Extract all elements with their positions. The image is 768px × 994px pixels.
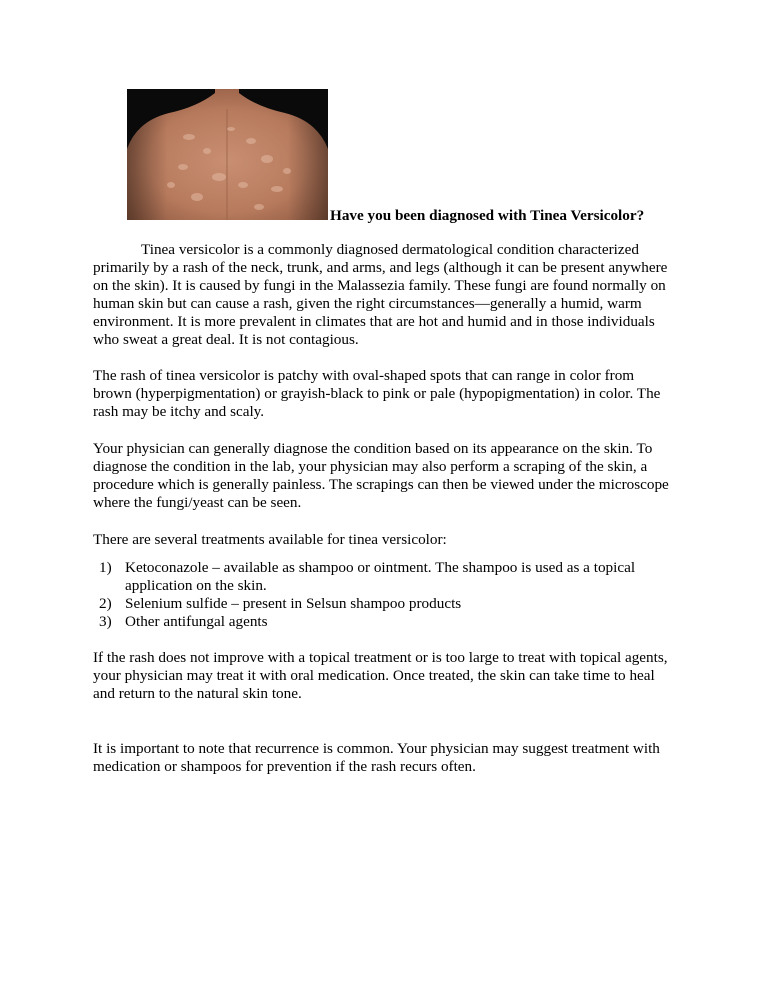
list-item-text: Other antifungal agents bbox=[125, 613, 268, 630]
list-item-text: Selenium sulfide – present in Selsun shampoo products bbox=[125, 595, 462, 612]
page-title: Have you been diagnosed with Tinea Versicolor? bbox=[330, 207, 645, 224]
paragraph-diagnosis: Your physician can generally diagnose the condition based on its appearance on the skin. To diagnose the condition in the lab, your physician may also perform a scraping of the skin, a procedure which is generally painless. The scrapings can then be viewed under the microscope where the fungi/yeast can be seen. bbox=[93, 440, 669, 511]
list-item bbox=[99, 595, 659, 613]
list-item-number: 3) bbox=[99, 613, 112, 630]
list-item-number: 1) bbox=[99, 559, 112, 576]
list-item-number: 2) bbox=[99, 595, 112, 612]
list-item bbox=[99, 559, 659, 595]
list-item bbox=[99, 613, 659, 631]
treatment-list bbox=[99, 559, 659, 631]
paragraph-treatments-intro: There are several treatments available for tinea versicolor: bbox=[93, 531, 447, 548]
paragraph-intro bbox=[93, 241, 673, 349]
skin-rash-photo bbox=[127, 89, 328, 220]
paragraph-rash-description: The rash of tinea versicolor is patchy with oval-shaped spots that can range in color from brown (hyperpigmentation) or grayish-black to pink or pale (hypopigmentation) in color. The rash may be itchy and scaly. bbox=[93, 367, 661, 420]
list-item-text: Ketoconazole – available as shampoo or ointment. The shampoo is used as a topical application on the skin. bbox=[125, 559, 636, 594]
paragraph-oral-medication: If the rash does not improve with a topical treatment or is too large to treat with topical agents, your physician may treat it with oral medication. Once treated, the skin can take time to heal and return to the natural skin tone. bbox=[93, 649, 668, 702]
paragraph-recurrence: It is important to note that recurrence is common. Your physician may suggest treatment with medication or shampoos for prevention if the rash recurs often. bbox=[93, 740, 660, 775]
paragraph-intro-text: Tinea versicolor is a commonly diagnosed dermatological condition characterized primarily by a rash of the neck, trunk, and arms, and legs (although it can be present anywhere on the skin). It is caused by fungi in the Malassezia family. These fungi are found normally on human skin but can cause a rash, given the right circumstances—generally a humid, warm environment. It is more prevalent in climates that are hot and humid and in those individuals who sweat a great deal. It is not contagious. bbox=[93, 241, 668, 348]
back-skin-image bbox=[127, 89, 328, 220]
